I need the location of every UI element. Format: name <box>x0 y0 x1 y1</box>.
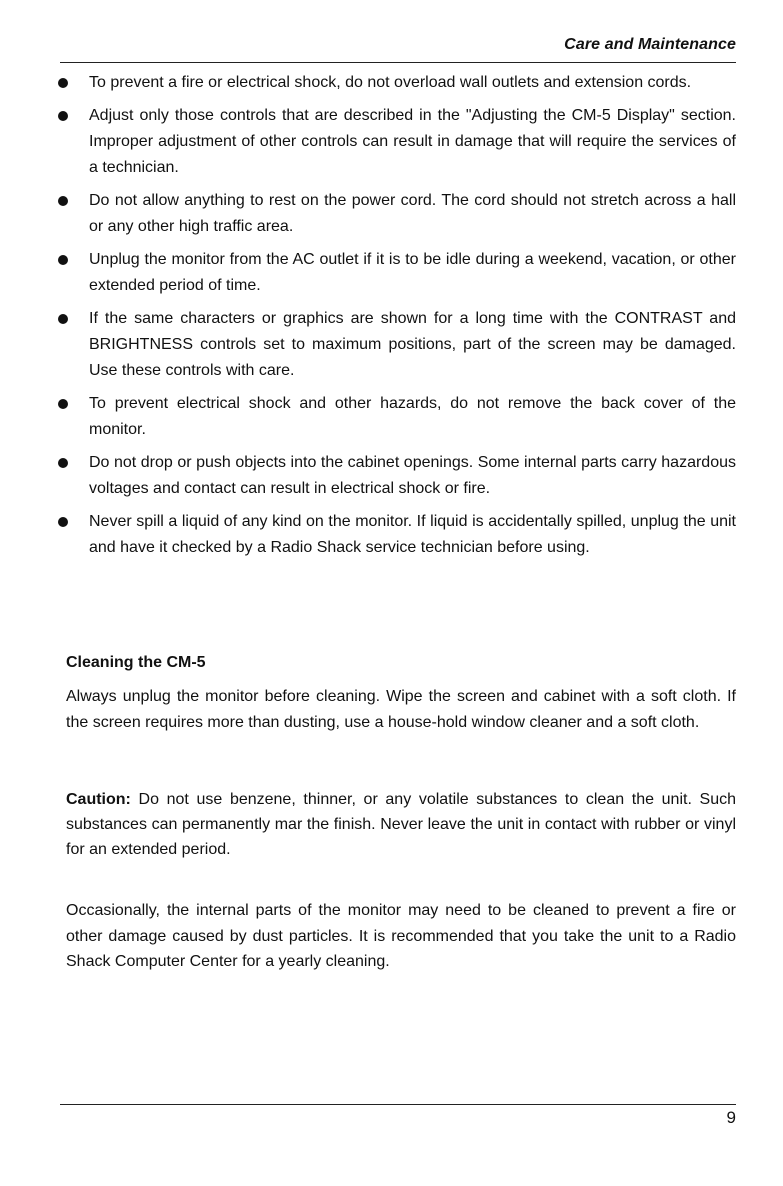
bullet-text: Do not drop or push objects into the cabinet openings. Some internal parts carry hazardous voltages and contact can result in electrical shock or fire. <box>89 454 736 497</box>
bullet-item-3 <box>58 188 736 240</box>
bullet-text: Adjust only those controls that are described in the "Adjusting the CM-5 Display" section. Improper adjustment of other controls can result in damage that will require the services of a technician. <box>89 107 736 176</box>
bullet-dot-icon <box>58 255 68 265</box>
cleaning-paragraph: Always unplug the monitor before cleaning. Wipe the screen and cabinet with a soft cloth. If the screen requires more than dusting, use a house-hold window cleaner and a soft cloth. <box>66 688 736 731</box>
bullet-dot-icon <box>58 517 68 527</box>
footer-rule <box>60 1104 736 1105</box>
bullet-text: Never spill a liquid of any kind on the monitor. If liquid is accidentally spilled, unplug the unit and have it checked by a Radio Shack service technician before using. <box>89 513 736 556</box>
bullet-item-5 <box>58 306 736 384</box>
bullet-text: Unplug the monitor from the AC outlet if it is to be idle during a weekend, vacation, or other extended period of time. <box>89 251 736 294</box>
bullet-item-4 <box>58 247 736 299</box>
running-header: Care and Maintenance <box>564 36 736 53</box>
header-rule <box>60 62 736 63</box>
bullet-dot-icon <box>58 314 68 324</box>
caution-label: Caution: <box>66 791 131 808</box>
bullet-text: If the same characters or graphics are shown for a long time with the CONTRAST and BRIGHTNESS controls set to maximum positions, part of the screen may be damaged. Use these controls with care. <box>89 310 736 379</box>
bullet-dot-icon <box>58 458 68 468</box>
bullet-dot-icon <box>58 78 68 88</box>
bullet-text: To prevent a fire or electrical shock, do not overload wall outlets and extension cords. <box>89 74 692 91</box>
bullet-item-1 <box>58 70 736 96</box>
bullet-text: Do not allow anything to rest on the power cord. The cord should not stretch across a hall or any other high traffic area. <box>89 192 736 235</box>
bullet-item-7 <box>58 450 736 502</box>
page-number: 9 <box>726 1108 736 1127</box>
internal-cleaning-paragraph: Occasionally, the internal parts of the monitor may need to be cleaned to prevent a fire or other damage caused by dust particles. It is recommended that you take the unit to a Radio Shack Computer Center for a yearly cleaning. <box>66 902 736 970</box>
bullet-text: To prevent electrical shock and other hazards, do not remove the back cover of the monitor. <box>89 395 736 438</box>
bullet-item-8 <box>58 509 736 561</box>
bullet-item-2 <box>58 103 736 181</box>
bullet-dot-icon <box>58 399 68 409</box>
bullet-item-6 <box>58 391 736 443</box>
safety-bullet-list <box>58 70 736 568</box>
bullet-dot-icon <box>58 196 68 206</box>
caution-text: Do not use benzene, thinner, or any volatile substances to clean the unit. Such substances can permanently mar the finish. Never leave the unit in contact with rubber or vinyl for an extended period. <box>66 791 736 858</box>
caution-paragraph <box>66 787 736 862</box>
bullet-dot-icon <box>58 111 68 121</box>
section-heading-cleaning: Cleaning the CM-5 <box>66 654 206 671</box>
